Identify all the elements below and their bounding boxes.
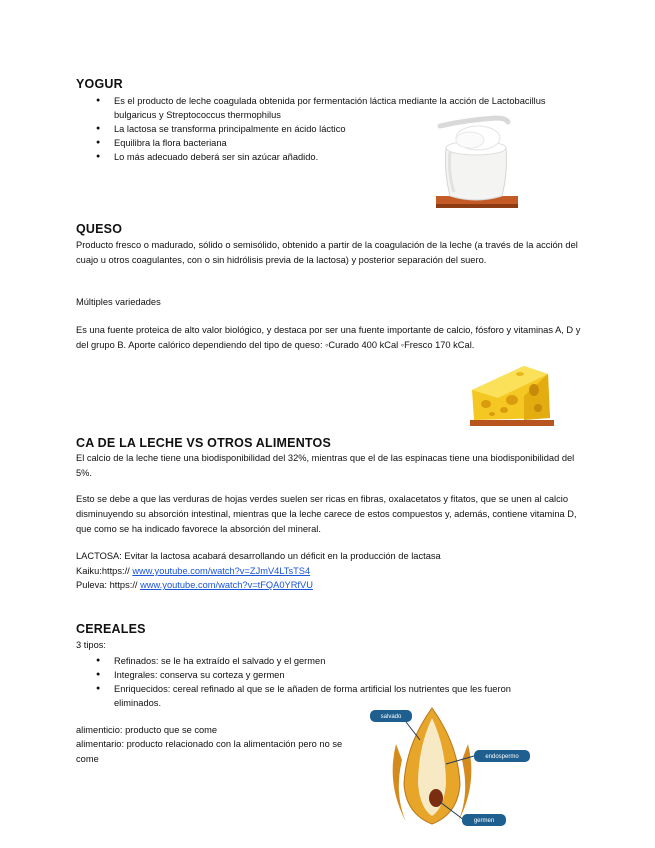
list-item: ● Lo más adecuado deberá ser sin azúcar añadido.	[96, 150, 561, 164]
calcio-bioavailability: El calcio de la leche tiene una biodisponibilidad del 32%, mientras que el de las espinacas tiene una biodisponibilidad del 5%.	[76, 453, 575, 478]
puleva-line	[76, 578, 581, 593]
list-item: ● Equilibra la flora bacteriana	[96, 136, 561, 150]
alimentario-definition: alimentario: producto relacionado con la alimentación pero no se come	[76, 739, 343, 764]
calcio-heading: CA DE LA LECHE VS OTROS ALIMENTOS	[76, 436, 331, 450]
list-item: ● Enriquecidos: cereal refinado al que se le añaden de forma artificial los nutrientes que les fueron eliminados.	[96, 682, 556, 710]
calcio-explanation: Esto se debe a que las verduras de hojas verdes suelen ser ricas en fibras, oxalacetatos y fitatos, que se unen al calcio disminuyendo su absorción intestinal, mientras que la leche carece de estos compuestos y, además, contiene vitamina D, que como se ha indicado favorece la absorción del mineral.	[76, 494, 577, 534]
list-item: ● La lactosa se transforma principalmente en ácido láctico	[96, 122, 561, 136]
cereales-intro: 3 tipos:	[76, 640, 106, 650]
list-item: ● Integrales: conserva su corteza y germen	[96, 668, 556, 682]
puleva-label: Puleva: https://	[76, 580, 141, 590]
queso-heading: QUESO	[76, 222, 123, 236]
cheese-image	[464, 360, 554, 426]
alimenticio-definition: alimenticio: producto que se come	[76, 725, 218, 735]
kaiku-label: Kaiku:https://	[76, 566, 133, 576]
puleva-link[interactable]: www.youtube.com/watch?v=tFQA0YRfVU	[140, 580, 313, 590]
lactosa-note: LACTOSA: Evitar la lactosa acabará desarrollando un déficit en la producción de lactasa	[76, 551, 441, 561]
queso-nutrition: Es una fuente proteica de alto valor biológico, y destaca por ser una fuente importante de calcio, fósforo y vitaminas A, D y del grupo B. Aporte calórico dependiendo del tipo de queso: ◦Curado 400 kCal ◦Fresco 170 kCal.	[76, 325, 581, 350]
kaiku-line	[76, 564, 581, 579]
cereales-list	[96, 654, 556, 710]
yogurt-image	[436, 112, 518, 208]
queso-definition: Producto fresco o madurado, sólido o semisólido, obtenido a partir de la coagulación de la leche (a través de la acción del cuajo u otros coagulantes, con o sin hidrólisis previa de la lactosa) y posterior separación del suero.	[76, 240, 578, 265]
grain-diagram	[366, 704, 532, 828]
list-item: ● Es el producto de leche coagulada obtenida por fermentación láctica mediante la acción de Lactobacillus bulgaricus y Streptococcus thermophilus	[96, 94, 561, 122]
queso-varieties: Múltiples variedades	[76, 297, 161, 307]
salvado-label: salvado	[380, 714, 402, 720]
cereales-heading: CEREALES	[76, 622, 146, 636]
endospermo-label: endospermo	[485, 754, 519, 760]
yogur-heading: YOGUR	[76, 77, 123, 91]
list-item: ● Refinados: se le ha extraído el salvado y el germen	[96, 654, 556, 668]
kaiku-link[interactable]: www.youtube.com/watch?v=ZJmV4LTsTS4	[132, 566, 311, 576]
germen-label: germen	[473, 818, 495, 824]
